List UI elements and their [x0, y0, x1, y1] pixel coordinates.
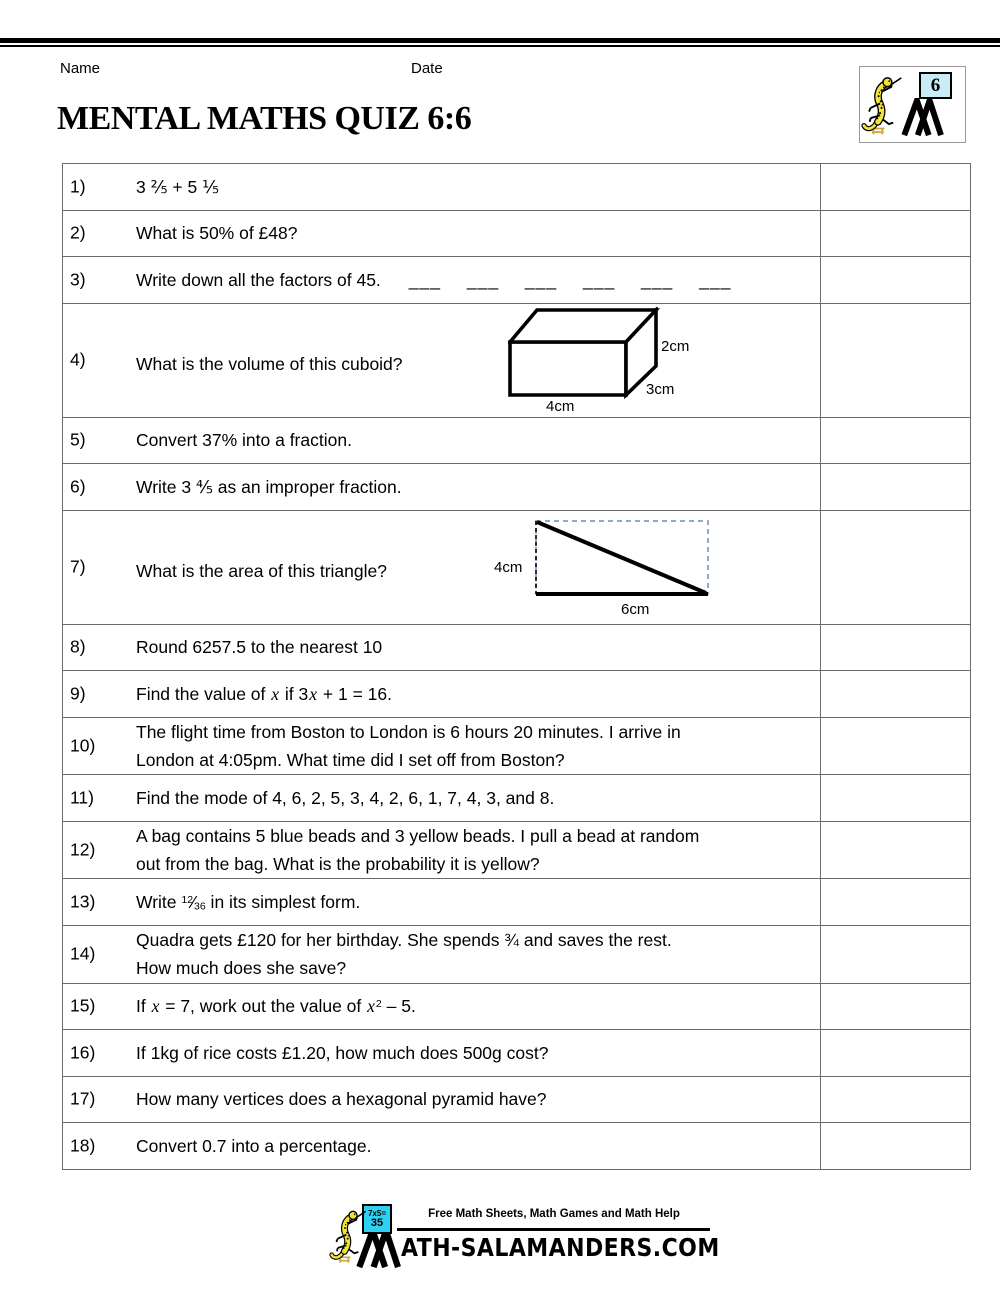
question-cell: [63, 983, 821, 1030]
question-number: 8): [70, 636, 86, 657]
footer-sign-line1: 7x5=: [367, 1208, 387, 1218]
question-text: How many vertices does a hexagonal pyramid have?: [136, 1089, 547, 1110]
table-row: [63, 821, 971, 879]
question-text: 3 ⅖ + 5 ⅕: [136, 176, 220, 197]
question-cell: [63, 1123, 821, 1170]
question-number: 10): [70, 735, 96, 756]
table-row: [63, 879, 971, 926]
table-row: [63, 464, 971, 511]
level-badge-number: 6: [930, 75, 941, 96]
footer-brand-text: ATH-SALAMANDERS.COM: [401, 1233, 720, 1262]
question-number: 16): [70, 1042, 96, 1063]
salamander-icon: [329, 1206, 369, 1266]
question-cell: [63, 417, 821, 464]
question-text: If 1kg of rice costs £1.20, how much does 500g cost?: [136, 1042, 549, 1063]
question-text: Convert 37% into a fraction.: [136, 430, 352, 451]
question-cell: [63, 775, 821, 822]
top-rule: [0, 38, 1000, 43]
quiz-table: [62, 163, 971, 1170]
question-text: Round 6257.5 to the nearest 10: [136, 637, 383, 658]
question-number: 9): [70, 683, 86, 704]
question-text: Write $^{12}$⁄36 in its simplest form.: [136, 891, 361, 913]
page-title: MENTAL MATHS QUIZ 6:6: [57, 100, 472, 137]
answer-cell: [821, 821, 971, 879]
level-badge: [919, 72, 952, 99]
top-rule-thin: [0, 45, 1000, 47]
question-text: What is 50% of £48?: [136, 223, 298, 244]
question-number: 2): [70, 222, 86, 243]
question-number: 15): [70, 995, 96, 1016]
question-number: 12): [70, 839, 96, 860]
table-row: [63, 1030, 971, 1077]
question-cell: [63, 210, 821, 257]
footer-salamander-slot: [329, 1206, 369, 1271]
question-cell: [63, 303, 821, 417]
cuboid-width-label: 4cm: [546, 397, 575, 415]
answer-cell: [821, 303, 971, 417]
question-cell: [63, 879, 821, 926]
question-cell: [63, 671, 821, 718]
question-cell: [63, 717, 821, 775]
question-number: 6): [70, 476, 86, 497]
question-cell: [63, 510, 821, 624]
question-number: 3): [70, 269, 86, 290]
question-cell: [63, 164, 821, 211]
name-label: Name: [60, 60, 101, 77]
date-label: Date: [411, 60, 443, 77]
question-text: What is the volume of this cuboid?: [136, 353, 403, 374]
question-text: A bag contains 5 blue beads and 3 yellow beads. I pull a bead at random out from the bag. What is the probability it is yellow?: [136, 825, 700, 875]
question-text: Find the mode of 4, 6, 2, 5, 3, 4, 2, 6, 1, 7, 4, 3, and 8.: [136, 787, 555, 808]
answer-cell: [821, 257, 971, 304]
question-cell: [63, 1076, 821, 1123]
table-row: [63, 303, 971, 417]
table-row: [63, 510, 971, 624]
footer-tagline: Free Math Sheets, Math Games and Math Help: [428, 1208, 680, 1220]
question-number: 4): [70, 349, 86, 370]
answer-cell: [821, 671, 971, 718]
table-row: [63, 775, 971, 822]
question-cell: [63, 925, 821, 983]
answer-cell: [821, 1123, 971, 1170]
answer-cell: [821, 717, 971, 775]
salamander-icon: [861, 72, 905, 138]
answer-cell: [821, 925, 971, 983]
triangle-figure: [491, 515, 716, 617]
question-number: 18): [70, 1135, 96, 1156]
question-cell: [63, 464, 821, 511]
answer-cell: [821, 164, 971, 211]
triangle-height-label: 4cm: [494, 558, 523, 576]
table-row: [63, 1076, 971, 1123]
question-number: 11): [70, 787, 94, 808]
question-number: 1): [70, 176, 86, 197]
question-text: Find the value of x if 3x + 1 = 16.: [136, 683, 392, 704]
header-logo: [859, 66, 966, 143]
question-cell: [63, 257, 821, 304]
question-number: 7): [70, 556, 86, 577]
table-row: [63, 717, 971, 775]
footer-sign-line2: 35: [370, 1216, 384, 1229]
table-row: [63, 210, 971, 257]
table-row: [63, 257, 971, 304]
answer-cell: [821, 1076, 971, 1123]
answer-cell: [821, 624, 971, 671]
question-number: 5): [70, 429, 86, 450]
answer-cell: [821, 510, 971, 624]
question-number: 17): [70, 1088, 96, 1109]
question-text: What is the area of this triangle?: [136, 560, 387, 581]
triangle-base-label: 6cm: [621, 600, 650, 617]
question-text: Write 3 ⅘ as an improper fraction.: [136, 476, 402, 497]
table-row: [63, 671, 971, 718]
question-text: Convert 0.7 into a percentage.: [136, 1135, 372, 1156]
question-cell: [63, 821, 821, 879]
question-text: If x = 7, work out the value of $x^2 - 5$.: [136, 996, 416, 1017]
table-row: [63, 983, 971, 1030]
answer-cell: [821, 983, 971, 1030]
question-number: 14): [70, 943, 96, 964]
table-row: [63, 1123, 971, 1170]
answer-cell: [821, 775, 971, 822]
answer-cell: [821, 464, 971, 511]
table-row: [63, 417, 971, 464]
footer-divider: [397, 1228, 710, 1231]
answer-cell: [821, 417, 971, 464]
answer-cell: [821, 1030, 971, 1077]
question-number: 13): [70, 891, 96, 912]
cuboid-depth-label: 3cm: [646, 380, 675, 398]
cuboid-figure: [508, 307, 708, 417]
cuboid-height-label: 2cm: [661, 337, 690, 355]
question-text: Write down all the factors of 45. ___ ___ ___ ___ ___ ___: [136, 269, 732, 290]
question-cell: [63, 1030, 821, 1077]
question-text: Quadra gets £120 for her birthday. She spends ¾ and saves the rest. How much does she save?: [136, 929, 672, 979]
answer-cell: [821, 210, 971, 257]
table-row: [63, 925, 971, 983]
question-text: The flight time from Boston to London is 6 hours 20 minutes. I arrive in London at 4:05pm. What time did I set off from Boston?: [136, 721, 681, 770]
answer-cell: [821, 879, 971, 926]
table-row: [63, 624, 971, 671]
table-row: [63, 164, 971, 211]
question-cell: [63, 624, 821, 671]
